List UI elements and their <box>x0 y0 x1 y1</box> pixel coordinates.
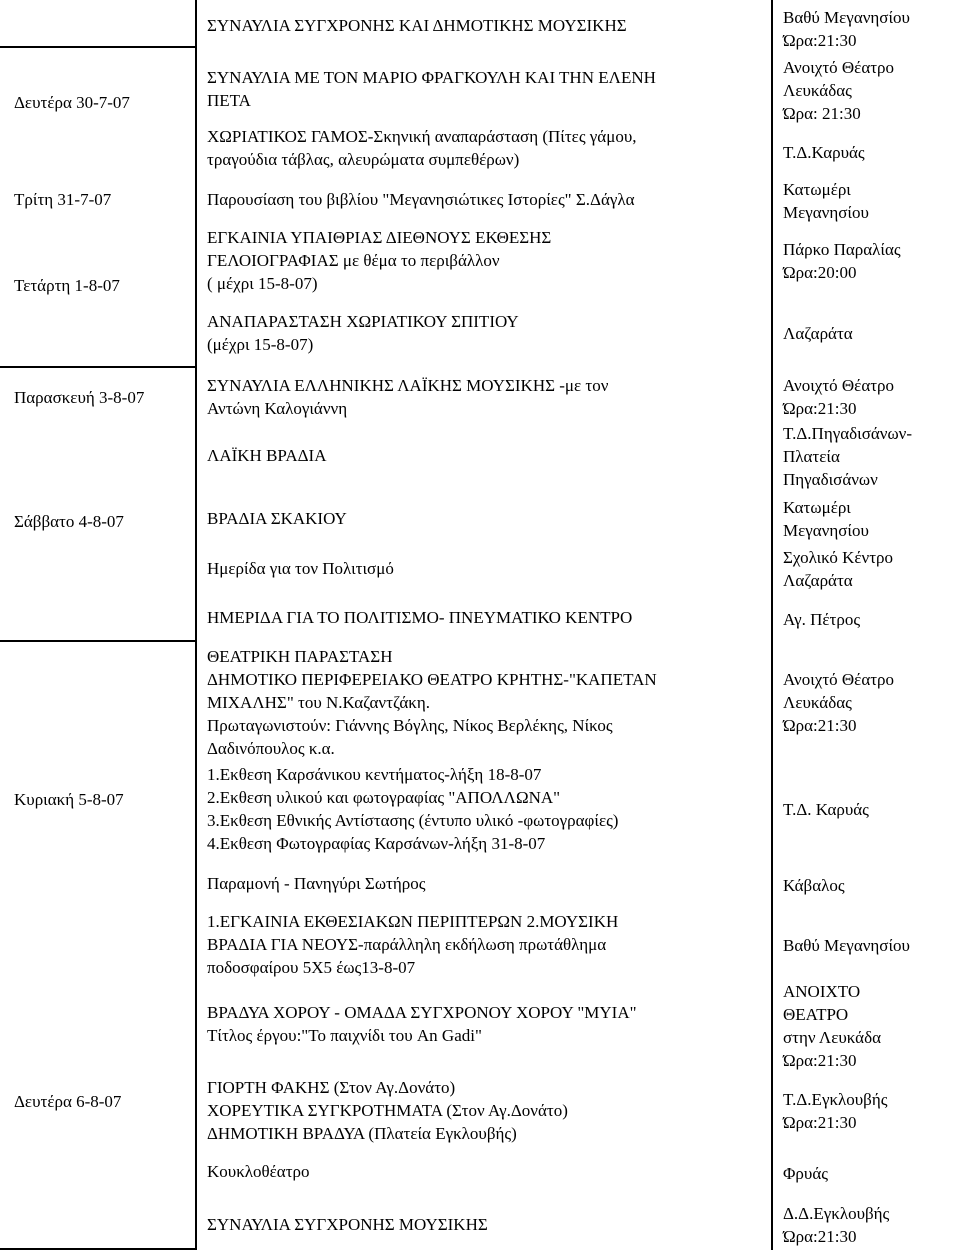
location-entry <box>783 141 865 164</box>
event-text: 1.Εκθεση Καρσάνικου κεντήματος-λήξη 18-8-07 <box>207 765 542 784</box>
location-entry <box>783 374 894 420</box>
event-text: ΒΡΑΔΙΑ ΣΚΑΚΙΟΥ <box>207 509 347 528</box>
event-text: 3.Εκθεση Εθνικής Αντίστασης (έντυπο υλικό -φωτογραφίες) <box>207 811 619 830</box>
event-text: Ημερίδα για τον Πολιτισμό <box>207 559 394 578</box>
event-entry <box>207 1160 310 1183</box>
event-entry <box>207 66 656 112</box>
day-label: Δευτέρα 30-7-07 <box>14 93 130 112</box>
location-entry <box>783 1202 889 1248</box>
location-text: Λευκάδας <box>783 693 852 712</box>
location-text: Ώρα:21:30 <box>783 1227 857 1246</box>
location-text: Κατωμέρι <box>783 498 851 517</box>
location-text: Μεγανησίου <box>783 203 869 222</box>
location-text: Φρυάς <box>783 1164 828 1183</box>
table-rule <box>0 640 195 642</box>
event-text: Τίτλος έργου:"Το παιχνίδι του An Gadi" <box>207 1026 482 1045</box>
event-text: ΕΓΚΑΙΝΙΑ ΥΠΑΙΘΡΙΑΣ ΔΙΕΘΝΟΥΣ ΕΚΘΕΣΗΣ <box>207 228 552 247</box>
event-text: ΧΩΡΙΑΤΙΚΟΣ ΓΑΜΟΣ-Σκηνική αναπαράσταση (Πίτες γάμου, <box>207 127 637 146</box>
event-text: ΔΗΜΟΤΙΚΗ ΒΡΑΔΥΑ (Πλατεία Εγκλουβής) <box>207 1124 517 1143</box>
event-text: ΔΗΜΟΤΙΚΟ ΠΕΡΙΦΕΡΕΙΑΚΟ ΘΕΑΤΡΟ ΚΡΗΤΗΣ-"ΚΑΠΕΤΑΝ <box>207 670 657 689</box>
event-text: ΛΑΪΚΗ ΒΡΑΔΙΑ <box>207 446 327 465</box>
location-entry <box>783 238 901 284</box>
event-text: ΣΥΝΑΥΛΙΑ ΣΥΓΧΡΟΝΗΣ ΜΟΥΣΙΚΗΣ <box>207 1215 488 1234</box>
location-text: Λευκάδας <box>783 81 852 100</box>
location-text: Ανοιχτό Θέατρο <box>783 58 895 77</box>
location-entry <box>783 422 912 491</box>
day-label: Τετάρτη 1-8-07 <box>14 276 120 295</box>
event-entry <box>207 557 394 580</box>
table-rule <box>771 0 773 1250</box>
event-entry <box>207 374 608 420</box>
event-text: 1.ΕΓΚΑΙΝΙΑ ΕΚΘΕΣΙΑΚΩΝ ΠΕΡΙΠΤΕΡΩΝ 2.ΜΟΥΣΙΚΗ <box>207 912 619 931</box>
location-entry <box>783 798 869 821</box>
event-entry <box>207 1001 637 1047</box>
event-text: (μέχρι 15-8-07) <box>207 335 314 354</box>
event-text: 4.Εκθεση Φωτογραφίας Καρσάνων-λήξη 31-8-07 <box>207 834 546 853</box>
event-text: ΒΡΑΔΙΑ ΓΙΑ ΝΕΟΥΣ-παράλληλη εκδήλωση πρωτάθλημα <box>207 935 607 954</box>
location-text: Ώρα:21:30 <box>783 1113 857 1132</box>
event-entry <box>207 872 425 895</box>
day-label: Σάββατο 4-8-07 <box>14 512 124 531</box>
event-text: ποδοσφαίρου 5Χ5 έως13-8-07 <box>207 958 416 977</box>
event-text: Αντώνη Καλογιάννη <box>207 399 348 418</box>
location-text: Αγ. Πέτρος <box>783 610 861 629</box>
location-text: Τ.Δ.Καρυάς <box>783 143 865 162</box>
event-text: ΓΕΛΟΙΟΓΡΑΦΙΑΣ με θέμα το περιβάλλον <box>207 251 500 270</box>
event-text: ΘΕΑΤΡΙΚΗ ΠΑΡΑΣΤΑΣΗ <box>207 647 393 666</box>
location-entry <box>783 56 894 125</box>
event-text: Παρουσίαση του βιβλίου "Μεγανησιώτικες Ιστορίες" Σ.Δάγλα <box>207 190 635 209</box>
location-entry <box>783 1162 828 1185</box>
location-entry <box>783 546 893 592</box>
event-text: ΣΥΝΑΥΛΙΑ ΣΥΓΧΡΟΝΗΣ ΚΑΙ ΔΗΜΟΤΙΚΗΣ ΜΟΥΣΙΚΗΣ <box>207 16 627 35</box>
event-entry <box>207 125 637 171</box>
event-text: ΒΡΑΔΥΑ ΧΟΡΟΥ - ΟΜΑΔΑ ΣΥΓΧΡΟΝΟΥ ΧΟΡΟΥ "ΜΥΙΑ" <box>207 1003 637 1022</box>
day-label: Κυριακή 5-8-07 <box>14 790 124 809</box>
event-entry <box>207 310 519 356</box>
location-text: στην Λευκάδα <box>783 1028 882 1047</box>
event-text: ΣΥΝΑΥΛΙΑ ΕΛΛΗΝΙΚΗΣ ΛΑΪΚΗΣ ΜΟΥΣΙΚΗΣ -με τον <box>207 376 609 395</box>
location-entry <box>783 608 860 631</box>
event-text: ΗΜΕΡΙΔΑ ΓΙΑ ΤΟ ΠΟΛΙΤΙΣΜΟ- ΠΝΕΥΜΑΤΙΚΟ ΚΕΝΤΡΟ <box>207 608 633 627</box>
location-text: ΘΕΑΤΡΟ <box>783 1005 849 1024</box>
location-text: Πηγαδισάνων <box>783 470 878 489</box>
location-text: Λαζαράτα <box>783 571 853 590</box>
event-text: Πρωταγωνιστούν: Γιάννης Βόγλης, Νίκος Βερλέκης, Νίκος <box>207 716 613 735</box>
event-text: ( μέχρι 15-8-07) <box>207 274 318 293</box>
location-entry <box>783 668 894 737</box>
location-text: Κάβαλος <box>783 876 845 895</box>
event-entry <box>207 226 551 295</box>
location-entry <box>783 1088 887 1134</box>
event-entry <box>207 444 326 467</box>
event-entry <box>207 188 635 211</box>
location-text: Ώρα:21:30 <box>783 31 857 50</box>
location-text: Ώρα:21:30 <box>783 399 857 418</box>
location-text: Σχολικό Κέντρο <box>783 548 894 567</box>
event-entry <box>207 606 632 629</box>
location-entry <box>783 874 845 897</box>
table-rule <box>195 0 197 1250</box>
location-text: Τ.Δ.Εγκλουβής <box>783 1090 888 1109</box>
location-text: Πλατεία <box>783 447 840 466</box>
event-text: 2.Εκθεση υλικού και φωτογραφίας "ΑΠΟΛΛΩΝΑ" <box>207 788 561 807</box>
event-text: τραγούδια τάβλας, αλευρώματα συμπεθέρων) <box>207 150 520 169</box>
location-text: Ώρα:21:30 <box>783 716 857 735</box>
location-text: Ανοιχτό Θέατρο <box>783 376 895 395</box>
event-entry <box>207 1076 568 1145</box>
event-text: Κουκλοθέατρο <box>207 1162 310 1181</box>
event-text: ΠΕΤΑ <box>207 91 251 110</box>
location-text: Τ.Δ.Πηγαδισάνων- <box>783 424 913 443</box>
event-entry <box>207 14 627 37</box>
location-text: Ανοιχτό Θέατρο <box>783 670 895 689</box>
day-label: Τρίτη 31-7-07 <box>14 190 112 209</box>
location-text: Κατωμέρι <box>783 180 851 199</box>
event-entry <box>207 910 618 979</box>
location-text: Βαθύ Μεγανησίου <box>783 936 910 955</box>
location-text: Ώρα: 21:30 <box>783 104 861 123</box>
event-entry <box>207 645 657 760</box>
location-text: Τ.Δ. Καρυάς <box>783 800 869 819</box>
event-text: ΜΙΧΑΛΗΣ" του Ν.Καζαντζάκη. <box>207 693 430 712</box>
location-entry <box>783 322 853 345</box>
location-entry <box>783 980 881 1072</box>
location-entry <box>783 496 869 542</box>
event-text: ΧΟΡΕΥΤΙΚΑ ΣΥΓΚΡΟΤΗΜΑΤΑ (Στον Αγ.Δονάτο) <box>207 1101 568 1120</box>
event-entry <box>207 507 347 530</box>
location-text: Βαθύ Μεγανησίου <box>783 8 910 27</box>
event-entry <box>207 1213 488 1236</box>
table-rule <box>0 366 195 368</box>
location-text: Λαζαράτα <box>783 324 853 343</box>
location-entry <box>783 6 910 52</box>
location-text: Μεγανησίου <box>783 521 869 540</box>
location-text: Πάρκο Παραλίας <box>783 240 901 259</box>
location-text: ΑΝΟΙΧΤΟ <box>783 982 861 1001</box>
event-text: ΣΥΝΑΥΛΙΑ ΜΕ ΤΟΝ ΜΑΡΙΟ ΦΡΑΓΚΟΥΛΗ ΚΑΙ ΤΗΝ ΕΛΕΝΗ <box>207 68 656 87</box>
location-text: Δ.Δ.Εγκλουβής <box>783 1204 890 1223</box>
location-entry <box>783 934 910 957</box>
day-label: Παρασκευή 3-8-07 <box>14 388 145 407</box>
table-rule <box>0 46 195 48</box>
event-text: Δαδινόπουλος κ.α. <box>207 739 335 758</box>
day-label: Δευτέρα 6-8-07 <box>14 1092 122 1111</box>
location-text: Ώρα:21:30 <box>783 1051 857 1070</box>
event-entry <box>207 763 618 855</box>
event-text: ΓΙΟΡΤΗ ΦΑΚΗΣ (Στον Αγ.Δονάτο) <box>207 1078 456 1097</box>
location-entry <box>783 178 869 224</box>
event-text: Παραμονή - Πανηγύρι Σωτήρος <box>207 874 426 893</box>
location-text: Ώρα:20:00 <box>783 263 857 282</box>
event-text: ΑΝΑΠΑΡΑΣΤΑΣΗ ΧΩΡΙΑΤΙΚΟΥ ΣΠΙΤΙΟΥ <box>207 312 519 331</box>
